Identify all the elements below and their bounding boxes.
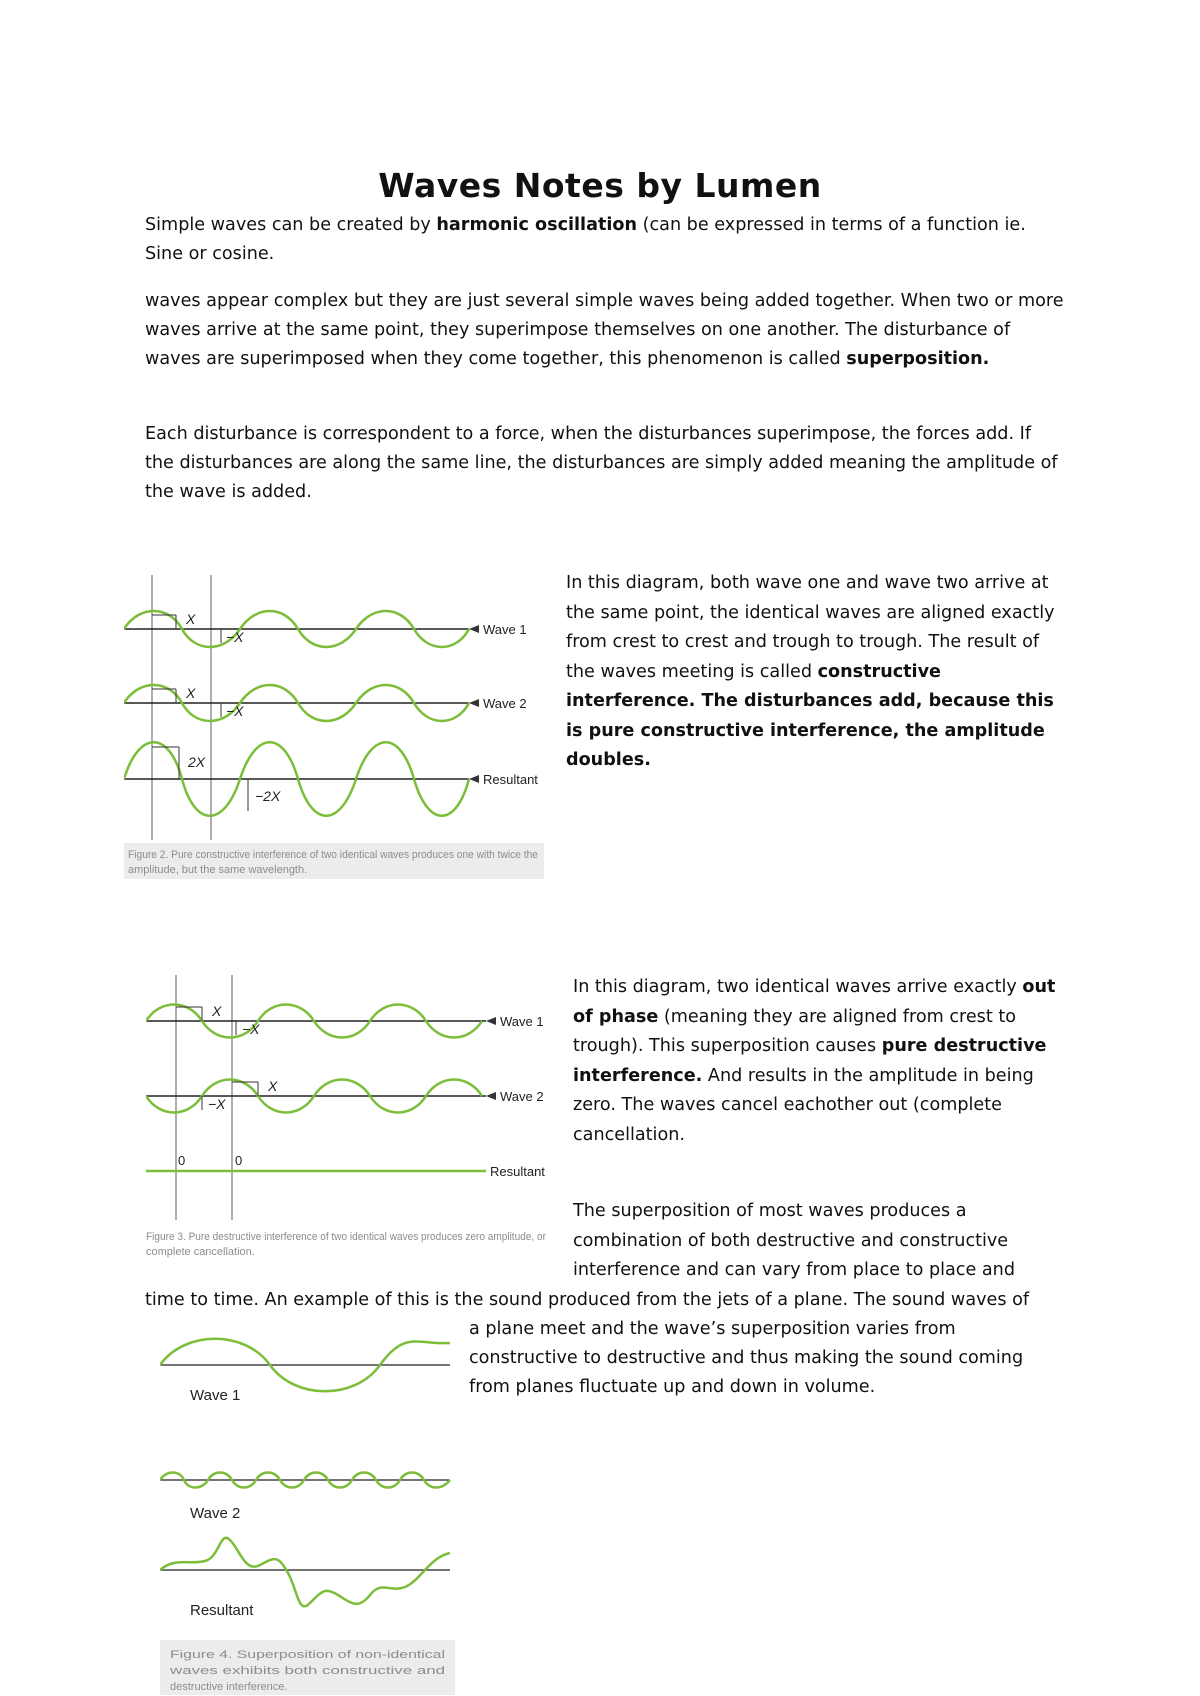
fig2-caption-1: Figure 2. Pure constructive interference of two identical waves produces one with twice the <box>128 849 538 861</box>
intro-paragraph <box>145 211 1065 269</box>
fig4-label-resultant: Resultant <box>190 1602 254 1619</box>
fig4-label-wave2: Wave 2 <box>190 1505 241 1522</box>
destructive-text-3: And results in the amplitude in being zero. The waves cancel eachother out (complete cancellation. <box>573 1065 1034 1145</box>
superposition-paragraph <box>145 287 1065 374</box>
destructive-text-1: In this diagram, two identical waves arrive exactly <box>573 977 1023 997</box>
destructive-paragraph <box>573 973 1065 1150</box>
constructive-paragraph <box>566 569 1066 776</box>
intro-text-end: (can be expressed in terms of a function ie. Sine or cosine. <box>145 215 1026 264</box>
mixed-paragraph-start: The superposition of most waves produces a combination of both destructive and constructive interference and can vary from place to place and <box>573 1201 1015 1280</box>
mixed-paragraph-line: time to time. An example of this is the sound produced from the jets of a plane. The sound waves of <box>145 1290 1030 1310</box>
fig2-amp-5: 2X <box>188 754 206 770</box>
fig3-amp-3: X <box>268 1078 278 1094</box>
fig2-amp-1: X <box>186 611 196 627</box>
destructive-bold-1: out of phase <box>573 977 1056 1027</box>
fig3-amp-1: X <box>212 1003 222 1019</box>
destructive-text-2: (meaning they are aligned from crest to trough). This superposition causes <box>573 1006 1016 1056</box>
forces-paragraph: Each disturbance is correspondent to a force, when the disturbances superimpose, the forces add. If the disturbances are along the same line, the disturbances are simply added meaning the amplitude of the wave is added. <box>145 424 1058 502</box>
fig3-zero-2: 0 <box>235 1153 243 1168</box>
fig2-label-wave2: Wave 2 <box>483 696 527 711</box>
fig2-caption-2: amplitude, but the same wavelength. <box>128 864 308 876</box>
mixed-line: constructive to destructive and thus making the sound coming <box>469 1348 1024 1368</box>
fig3-caption-2: complete cancellation. <box>146 1246 255 1258</box>
mixed-line: a plane meet and the wave’s superposition varies from <box>469 1319 956 1339</box>
fig4-caption-2: waves exhibits both constructive and <box>168 1665 445 1677</box>
fig3-label-resultant: Resultant <box>490 1164 545 1179</box>
fig3-caption-1: Figure 3. Pure destructive interference of two identical waves produces zero amplitude, or <box>146 1231 547 1243</box>
fig2-amp-3: X <box>186 685 196 701</box>
fig3-amp-4: −X <box>208 1096 226 1112</box>
mixed-paragraph-end <box>469 1315 1069 1402</box>
figure-4-nonidentical <box>160 1325 455 1695</box>
figure-2-constructive <box>124 575 549 880</box>
fig2-amp-6: −2X <box>255 788 281 804</box>
superposition-bold: superposition. <box>846 349 990 369</box>
superposition-text: waves appear complex but they are just several simple waves being added together. When two or more waves arrive at the same point, they superimpose themselves on one another. The disturbance of waves are superimposed when they come together, this phenomenon is called <box>145 291 1064 369</box>
figure-3-destructive <box>146 975 556 1265</box>
destructive-bold-2: pure destructive interference. <box>573 1036 1047 1086</box>
fig3-amp-2: −X <box>242 1021 260 1037</box>
fig2-label-resultant: Resultant <box>483 772 538 787</box>
fig3-label-wave2: Wave 2 <box>500 1089 544 1104</box>
fig2-label-wave1: Wave 1 <box>483 622 527 637</box>
fig3-zero-1: 0 <box>178 1153 186 1168</box>
fig2-amp-2: −X <box>226 629 244 645</box>
fig4-caption-3: destructive interference. <box>170 1681 288 1693</box>
constructive-bold: constructive interference. The disturbances add, because this is pure constructive interference, the amplitude doubles. <box>566 661 1054 770</box>
page-title: Waves Notes by Lumen <box>378 166 822 205</box>
constructive-text: In this diagram, both wave one and wave two arrive at the same point, the identical waves are aligned exactly from crest to crest and trough to trough. The result of the waves meeting is called <box>566 573 1055 682</box>
intro-text: Simple waves can be created by <box>145 215 437 235</box>
fig4-resultant-curve <box>160 1538 450 1606</box>
fig2-amp-4: −X <box>226 703 244 719</box>
fig3-label-wave1: Wave 1 <box>500 1014 544 1029</box>
fig4-label-wave1: Wave 1 <box>190 1387 241 1404</box>
fig4-caption-1: Figure 4. Superposition of non-identical <box>170 1649 445 1661</box>
mixed-line: from planes fluctuate up and down in volume. <box>469 1377 876 1397</box>
intro-bold: harmonic oscillation <box>436 215 638 235</box>
